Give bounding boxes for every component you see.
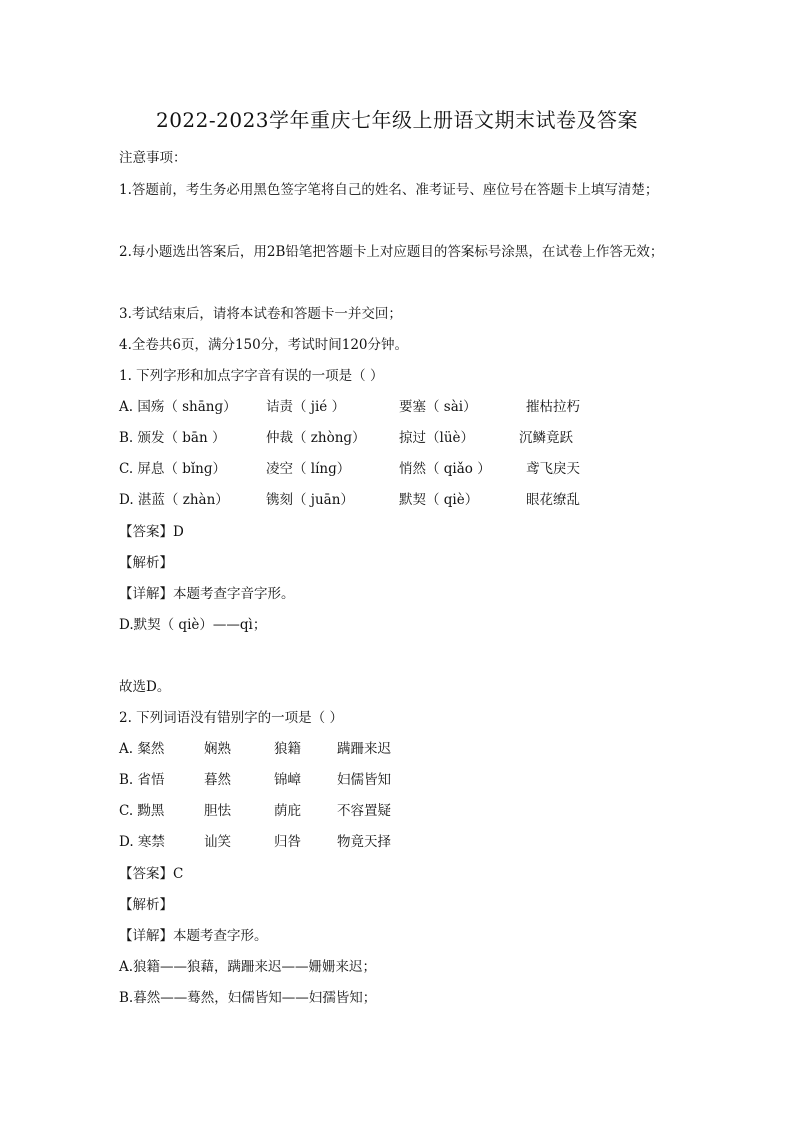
q2-option-cell: 蹒跚来迟 (337, 741, 391, 757)
q2-detail: 【详解】本题考查字形。 (119, 928, 268, 944)
q2-option-cell: 讪笑 (204, 834, 231, 850)
q2-option-cell: D. 寒禁 (119, 834, 165, 850)
q2-option-cell: B. 省悟 (119, 772, 165, 788)
q2-option-cell: 娴熟 (204, 741, 231, 757)
q1-option-cell: 鸢飞戾天 (526, 461, 580, 477)
q2-option-cell: 锦嶂 (274, 772, 301, 788)
q1-answer: 【答案】D (119, 524, 184, 540)
q1-option-cell: 默契（ qiè） (399, 492, 479, 508)
q2-analysis: 【解析】 (119, 897, 173, 913)
page-title: 2022-2023学年重庆七年级上册语文期末试卷及答案 (155, 108, 639, 132)
q2-option-cell: C. 黝黑 (119, 803, 165, 819)
q1-option-cell: 凌空（ línɡ） (266, 461, 351, 477)
q1-stem: 1. 下列字形和加点字字音有误的一项是（ ） (119, 368, 384, 384)
q2-option-cell: 妇儒皆知 (337, 772, 391, 788)
q2-answer: 【答案】C (119, 866, 184, 882)
notice-item-2: 2.每小题选出答案后，用2B铅笔把答题卡上对应题目的答案标号涂黑，在试卷上作答无效； (119, 244, 664, 260)
notice-item-1: 1.答题前，考生务必用黑色签字笔将自己的姓名、准考证号、座位号在答题卡上填写清楚； (119, 182, 659, 198)
q1-option-cell: B. 颁发（ bān ） (119, 430, 226, 446)
q1-option-cell: 沉鳞竟跃 (519, 430, 573, 446)
q1-option-cell: D. 湛蓝（ zhàn） (119, 492, 229, 508)
q1-analysis: 【解析】 (119, 555, 173, 571)
q2-option-cell: 胆怯 (204, 803, 231, 819)
q1-detail: 【详解】本题考查字音字形。 (119, 586, 295, 602)
q1-option-cell: 诘责（ jié ） (266, 399, 346, 415)
q2-option-cell: 荫庇 (274, 803, 301, 819)
q1-conclusion: 故选D。 (119, 679, 171, 695)
q1-option-cell: 掠过（lüè） (399, 430, 475, 446)
q2-option-cell: A. 粲然 (119, 741, 165, 757)
q2-explain-a: A.狼籍——狼藉，蹒跚来迟——姗姗来迟； (119, 959, 377, 975)
q1-option-cell: 要塞（ sài） (399, 399, 477, 415)
q2-option-cell: 狼籍 (274, 741, 301, 757)
q2-option-cell: 不容置疑 (337, 803, 391, 819)
q1-option-cell: 仲裁（ zhònɡ） (266, 430, 366, 446)
q1-explain: D.默契（ qiè）——qì； (119, 617, 267, 633)
q1-option-cell: 镌刻（ juān） (266, 492, 354, 508)
q1-option-cell: C. 屏息（ bǐnɡ） (119, 461, 227, 477)
q1-option-cell: 眼花缭乱 (526, 492, 580, 508)
q1-option-cell: 悄然（ qiǎo ） (399, 461, 491, 477)
q2-option-cell: 暮然 (204, 772, 231, 788)
notice-item-4: 4.全卷共6页，满分150分，考试时间120分钟。 (119, 337, 409, 353)
q1-option-cell: 摧枯拉朽 (526, 399, 580, 415)
q2-option-cell: 归咎 (274, 834, 301, 850)
q1-option-cell: A. 国殇（ shānɡ） (119, 399, 237, 415)
notice-heading: 注意事项： (119, 150, 187, 166)
q2-option-cell: 物竟天择 (337, 834, 391, 850)
notice-item-3: 3.考试结束后，请将本试卷和答题卡一并交回； (119, 306, 402, 322)
q2-explain-b: B.暮然——蓦然，妇儒皆知——妇孺皆知； (119, 990, 377, 1006)
q2-stem: 2. 下列词语没有错别字的一项是（ ） (119, 710, 343, 726)
